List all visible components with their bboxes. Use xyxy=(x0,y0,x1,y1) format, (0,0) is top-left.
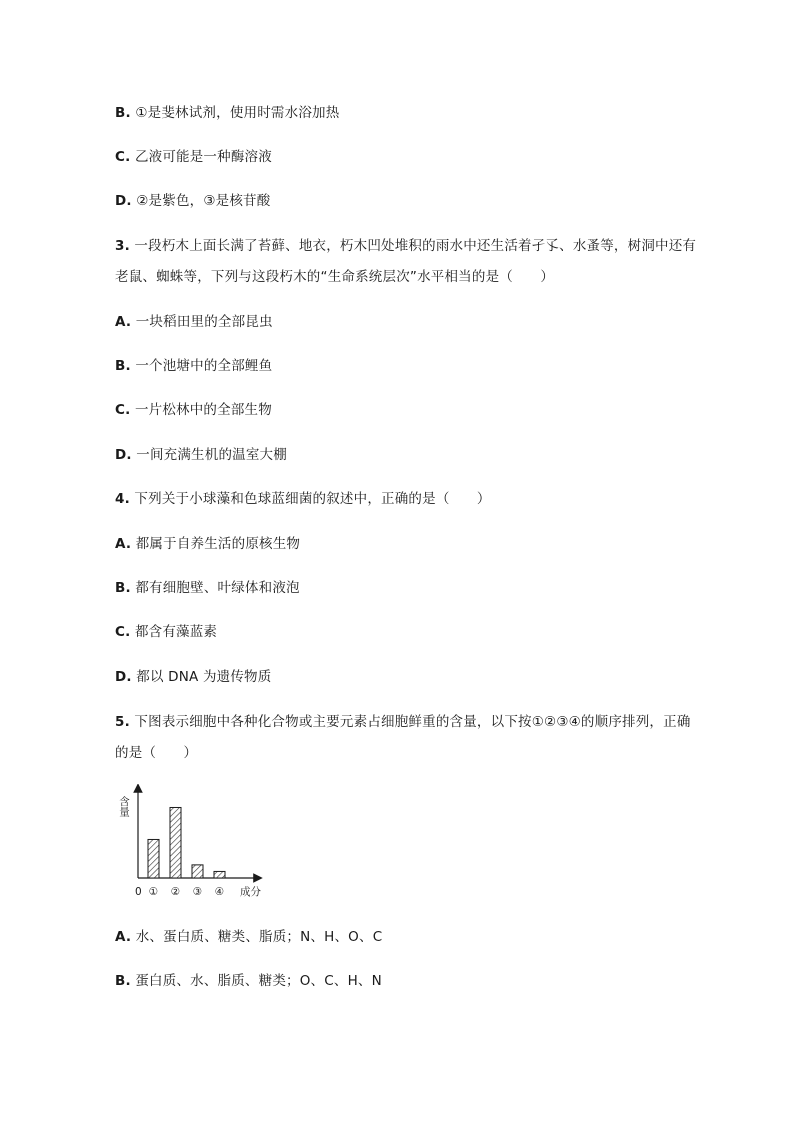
question-5-line1: 5. 下图表示细胞中各种化合物或主要元素占细胞鲜重的含量，以下按①②③④的顺序排列，正确 xyxy=(115,714,691,730)
bar-1 xyxy=(148,839,159,878)
x-tick-label-2: ② xyxy=(170,886,181,898)
option-c-q3: C. 一片松林中的全部生物 xyxy=(115,402,272,418)
question-3-line1: 3. 一段朽木上面长满了苔藓、地衣，朽木凹处堆积的雨水中还生活着孑孓、水蚤等，树洞中还有 xyxy=(115,238,697,254)
bar-2 xyxy=(170,807,181,878)
x-tick-label-1: ① xyxy=(148,886,159,898)
origin-label: 0 xyxy=(135,886,142,898)
option-c-q4: C. 都含有藻蓝素 xyxy=(115,624,218,640)
option-a-q3: A. 一块稻田里的全部昆虫 xyxy=(115,314,273,330)
bar-4 xyxy=(214,871,225,878)
option-b-q5: B. 蛋白质、水、脂质、糖类；O、C、H、N xyxy=(115,973,382,989)
option-b-q4: B. 都有细胞壁、叶绿体和液泡 xyxy=(115,580,300,596)
question-5-line2: 的是（ ） xyxy=(115,745,198,761)
question-4: 4. 下列关于小球藻和色球蓝细菌的叙述中，正确的是（ ） xyxy=(115,491,491,507)
x-tick-label-3: ③ xyxy=(192,886,203,898)
x-tick-label-4: ④ xyxy=(214,886,225,898)
option-a-q5: A. 水、蛋白质、糖类、脂质；N、H、O、C xyxy=(115,929,383,945)
option-c-q2: C. 乙液可能是一种酶溶液 xyxy=(115,149,272,165)
option-d-q3: D. 一间充满生机的温室大棚 xyxy=(115,447,287,463)
x-axis-label: 成分 xyxy=(240,886,261,898)
option-d-q2: D. ②是紫色，③是核苷酸 xyxy=(115,193,271,209)
option-a-q4: A. 都属于自养生活的原核生物 xyxy=(115,536,301,552)
content-bar-chart xyxy=(112,784,272,904)
option-b-q2: B. ①是斐林试剂，使用时需水浴加热 xyxy=(115,105,340,121)
question-3-line2: 老鼠、蜘蛛等，下列与这段朽木的“生命系统层次”水平相当的是（ ） xyxy=(115,269,555,285)
option-b-q3: B. 一个池塘中的全部鲤鱼 xyxy=(115,358,273,374)
y-axis-label: 含量 xyxy=(118,796,130,817)
bar-3 xyxy=(192,865,203,878)
option-d-q4: D. 都以 DNA 为遗传物质 xyxy=(115,669,272,685)
